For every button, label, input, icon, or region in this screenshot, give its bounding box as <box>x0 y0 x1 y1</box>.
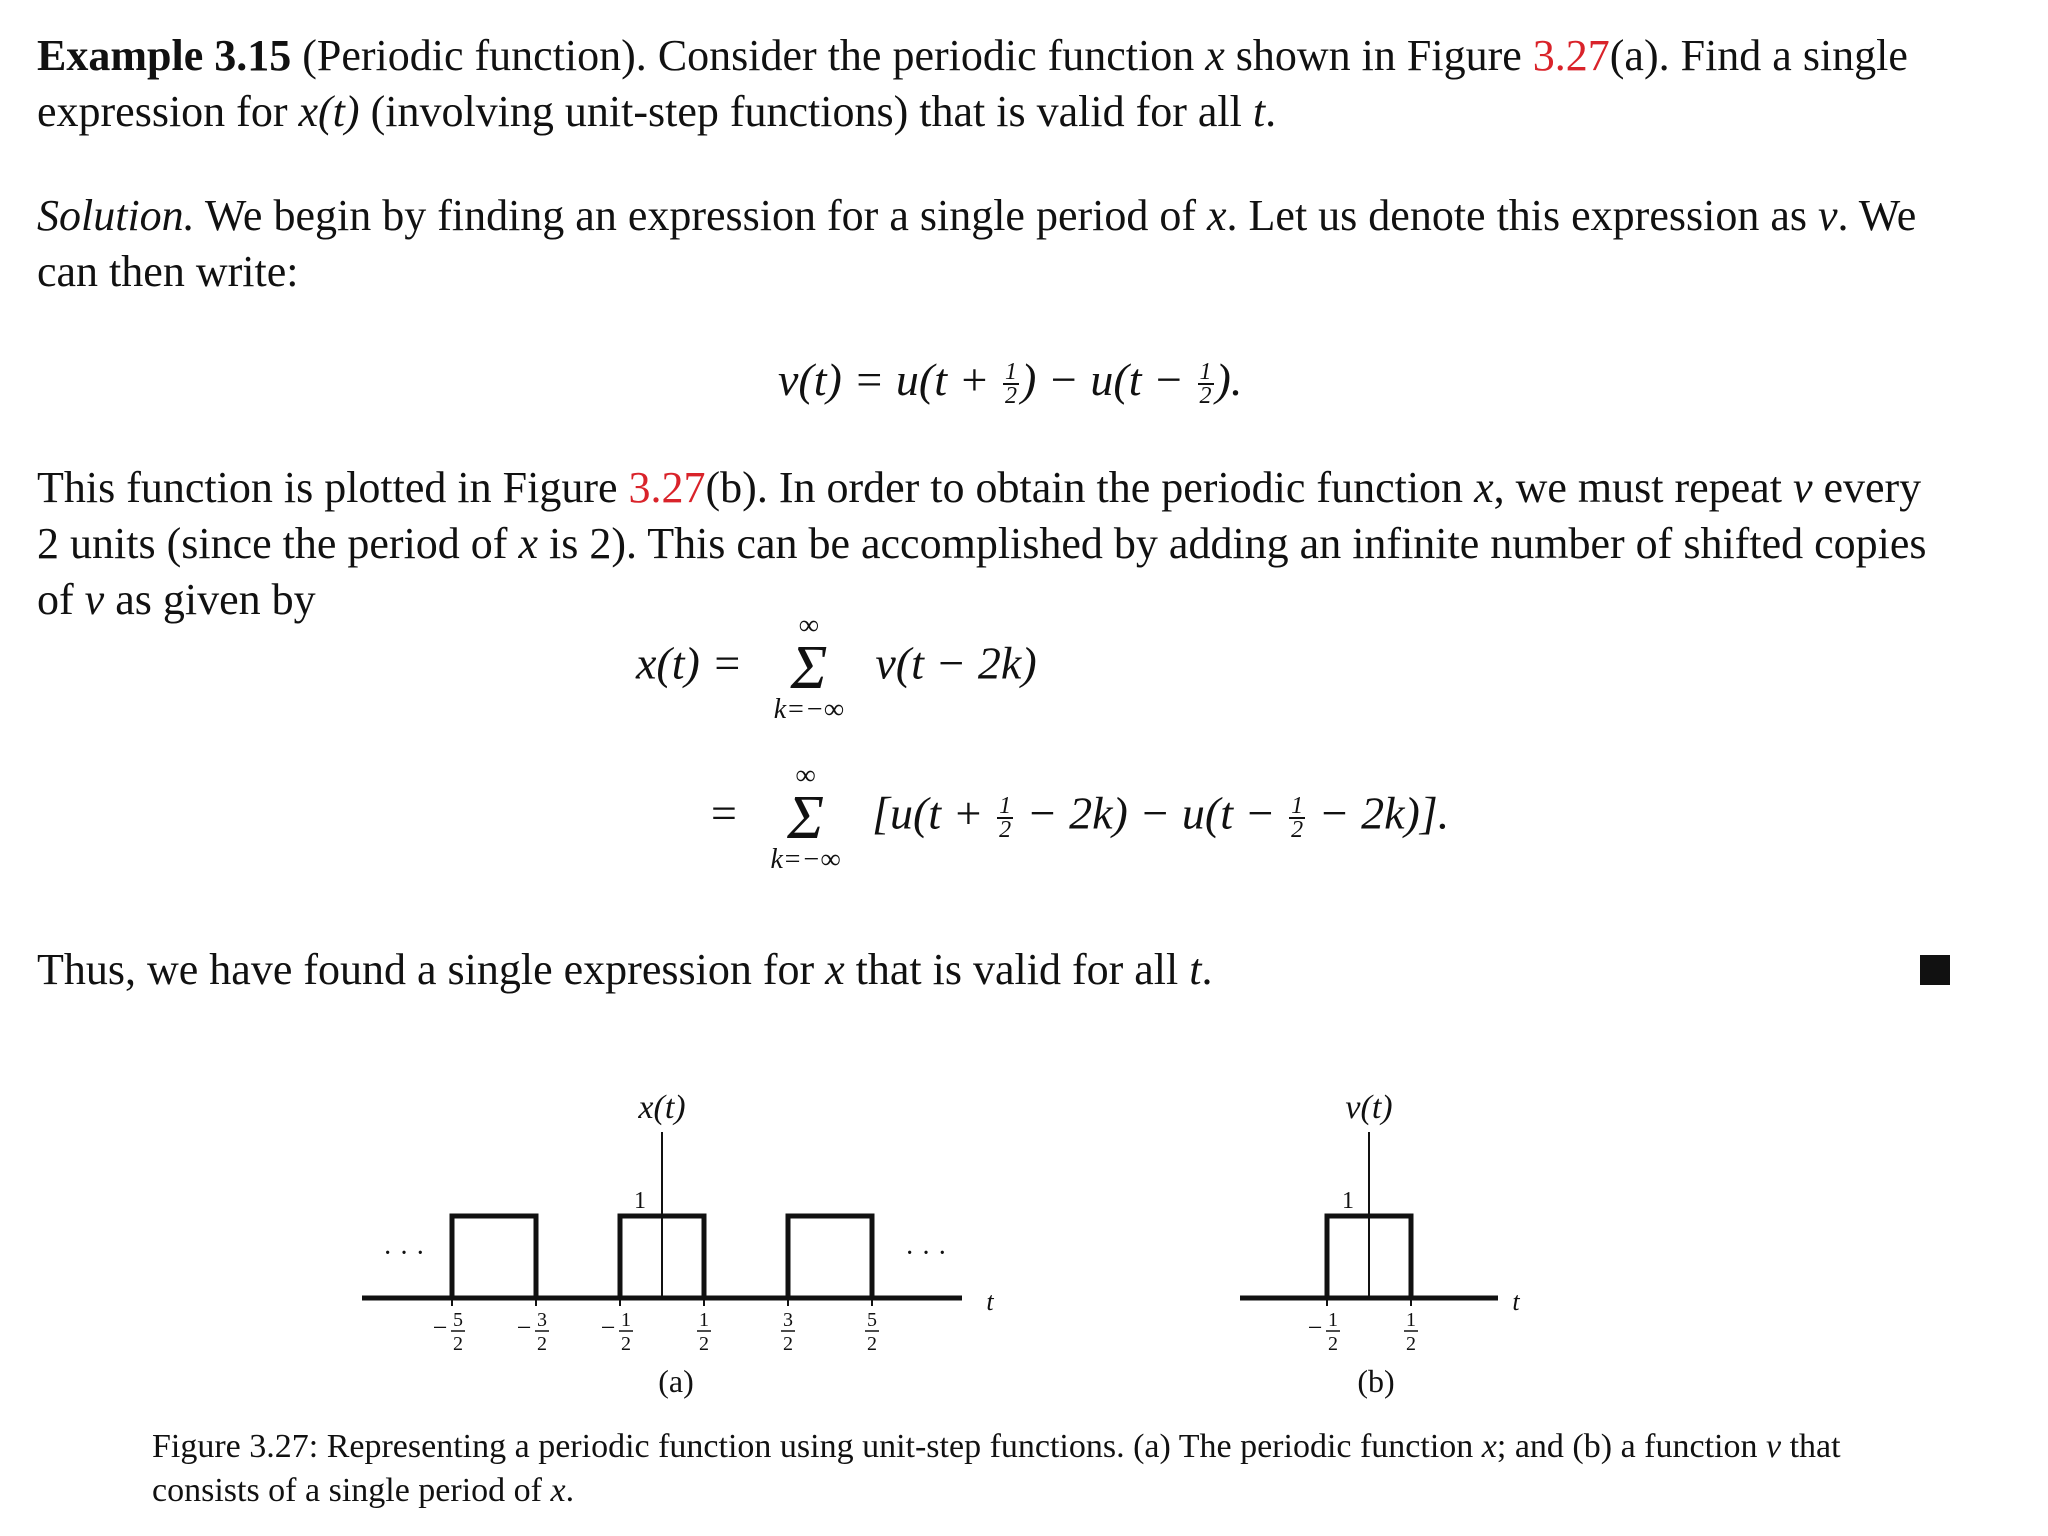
figure-reference-link[interactable]: 3.27 <box>1532 31 1610 80</box>
panel-b-plot <box>1240 1089 1520 1399</box>
paragraph-periodic: This function is plotted in Figure 3.27(b). In order to obtain the periodic function x, we must repeat v every 2 units (since the period of x is 2). This can be accomplished by adding an infinite number of shifted copies of v as given by <box>37 463 1927 624</box>
panel-a-plot <box>362 1089 994 1399</box>
fraction-half: $\frac{1}{2}$ <box>999 793 1012 843</box>
tick-numerator: 1 <box>621 1309 631 1331</box>
paragraph-conclusion: Thus, we have found a single expression for x that is valid for all t. <box>37 945 1213 994</box>
example-statement: Example 3.15 (Periodic function). Consider the periodic function x shown in Figure 3.27(a). Find a single expression for x(t) (involving unit-step functions) that is valid for all t. <box>37 31 1908 136</box>
minus-sign: − <box>516 1313 532 1342</box>
tick-denominator: 2 <box>783 1333 793 1355</box>
minus-sign: − <box>600 1313 616 1342</box>
tlabel: t <box>1512 1287 1520 1316</box>
tick-numerator: 1 <box>699 1309 709 1331</box>
tick-numerator: 1 <box>1406 1309 1416 1331</box>
ellipsis-right: · · · <box>905 1238 947 1269</box>
solution-paragraph: Solution. We begin by finding an expression for a single period of x. Let us denote this expression as v. We can then write: <box>37 191 1917 296</box>
equation-x-expanded: = ∞ Σ k=−∞ [u(t + $\frac{1}{2}$ − 2k) − u(t − $\frac{1}{2}$ − 2k)]. <box>708 760 1450 875</box>
level-one-label: 1 <box>634 1188 646 1214</box>
figure-caption: Figure 3.27: Representing a periodic function using unit-step functions. (a) The periodic function x; and (b) a function v that consists of a single period of x. <box>152 1428 1841 1509</box>
ellipsis-left: · · · <box>383 1238 425 1269</box>
summation-sign: ∞ Σ k=−∞ <box>770 760 841 875</box>
tick-denominator: 2 <box>867 1333 877 1355</box>
example-label: Example 3.15 <box>37 31 292 80</box>
solution-label: Solution. <box>37 191 195 240</box>
fraction-half: $\frac{1}{2}$ <box>1005 359 1018 410</box>
figure-reference-link[interactable]: 3.27 <box>628 463 706 512</box>
tick-numerator: 1 <box>1328 1309 1338 1331</box>
fraction-half: $\frac{1}{2}$ <box>1199 359 1212 410</box>
minus-sign: − <box>1307 1313 1323 1342</box>
tick-numerator: 3 <box>537 1309 547 1331</box>
minus-sign: − <box>432 1313 448 1342</box>
tick-denominator: 2 <box>621 1333 631 1355</box>
tick-denominator: 2 <box>1328 1333 1338 1355</box>
tick-numerator: 3 <box>783 1309 793 1331</box>
level-one-label: 1 <box>1342 1188 1354 1214</box>
equation-v: v(t) = u(t + $\frac{1}{2}$ ) − u(t − $\frac{1}{2}$ ). <box>778 354 1243 410</box>
example-title: (Periodic function). <box>302 31 647 80</box>
tick-numerator: 5 <box>453 1309 463 1331</box>
ylabel-x: x(t) <box>638 1089 686 1126</box>
tick-denominator: 2 <box>699 1333 709 1355</box>
tick-denominator: 2 <box>1406 1333 1416 1355</box>
tick-numerator: 5 <box>867 1309 877 1331</box>
panel-label-a: (a) <box>658 1363 694 1399</box>
panel-label-b: (b) <box>1357 1363 1395 1399</box>
ylabel-v: v(t) <box>1345 1089 1393 1126</box>
tick-denominator: 2 <box>537 1333 547 1355</box>
tick-denominator: 2 <box>453 1333 463 1355</box>
equation-x-sum: x(t) = ∞ Σ k=−∞ v(t − 2k) <box>636 610 1037 725</box>
tlabel: t <box>986 1287 994 1316</box>
fraction-half: $\frac{1}{2}$ <box>1291 793 1304 843</box>
summation-sign: ∞ Σ k=−∞ <box>773 610 844 725</box>
